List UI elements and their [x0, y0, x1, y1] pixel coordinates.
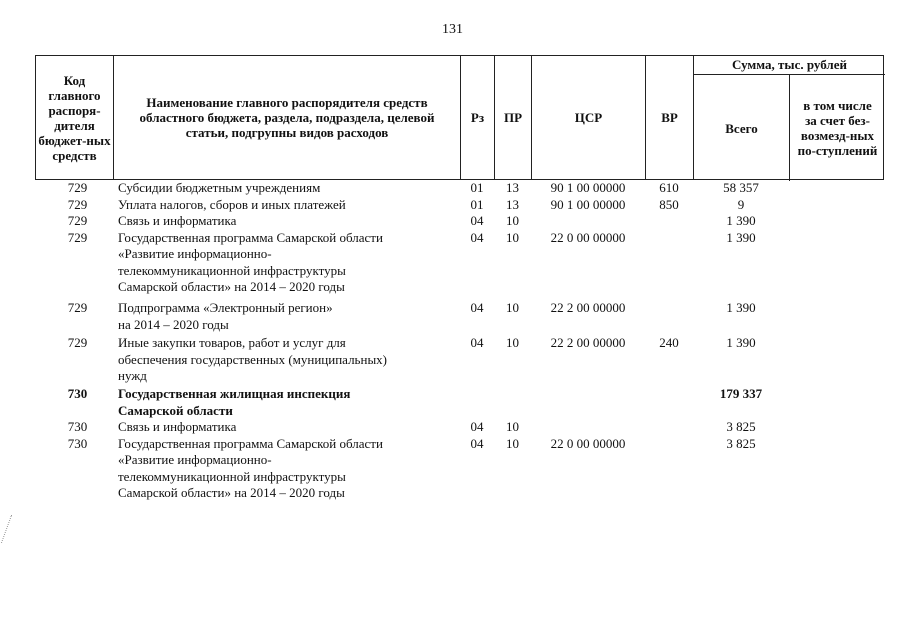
header-name: Наименование главного распорядителя средств областного бюджета, раздела, подраздела, целевой статьи, подгрупны видов расходов	[114, 56, 461, 179]
cell-rz: 01	[470, 180, 484, 195]
header-pr: ПР	[495, 56, 532, 179]
table-row	[35, 335, 884, 386]
cell-rz: 04	[470, 419, 484, 435]
cell-pr: 10	[506, 213, 519, 228]
header-csr: ЦСР	[532, 56, 646, 179]
table-row	[35, 419, 884, 436]
table-row	[35, 230, 884, 301]
cell-total: 3 825	[726, 419, 756, 435]
table-row	[35, 180, 884, 197]
cell-pr: 10	[506, 419, 519, 435]
table-row	[35, 197, 884, 214]
cell-vr: 610	[659, 180, 679, 195]
cell-total: 9	[737, 196, 745, 212]
cell-rz: 04	[470, 435, 484, 451]
table-header	[35, 55, 884, 180]
cell-code: 730	[67, 419, 88, 435]
cell-code: 730	[67, 435, 88, 451]
cell-csr: 22 2 00 00000	[550, 300, 626, 316]
cell-csr: 22 0 00 00000	[550, 435, 626, 451]
header-sum-group	[694, 56, 885, 179]
cell-pr: 10	[506, 335, 519, 351]
cell-pr: 10	[506, 229, 519, 245]
cell-name: Подпрограмма «Электронный регион» на 2014 – 2020 годы	[118, 300, 333, 332]
cell-total: 1 390	[726, 335, 756, 351]
cell-name: Государственная программа Самарской области «Развитие информационно- телекоммуникационной инфраструктуры Самарской области» на 2014 – 2020 годы	[118, 435, 383, 501]
cell-code: 729	[67, 196, 88, 212]
cell-name: Связь и информатика	[118, 419, 237, 435]
cell-rz: 04	[470, 335, 484, 351]
cell-code: 729	[67, 335, 88, 351]
table-row	[35, 386, 884, 419]
cell-total: 58 357	[723, 180, 759, 195]
cell-total: 1 390	[726, 229, 756, 245]
cell-rz: 01	[470, 196, 484, 212]
table-row	[35, 213, 884, 230]
cell-vr: 850	[659, 196, 679, 212]
cell-name: Государственная программа Самарской области «Развитие информационно- телекоммуникационной инфраструктуры Самарской области» на 2014 – 2020 годы	[118, 229, 383, 294]
cell-rz: 04	[470, 300, 484, 316]
cell-name: Субсидии бюджетным учреждениям	[118, 180, 321, 195]
cell-name: Иные закупки товаров, работ и услуг для обеспечения государственных (муниципальных) нужд	[118, 335, 388, 384]
cell-pr: 10	[506, 300, 519, 316]
header-sum-title: Сумма, тыс. рублей	[694, 56, 885, 75]
cell-pr: 10	[506, 435, 519, 451]
cell-name: Связь и информатика	[118, 213, 237, 228]
scan-mark	[1, 515, 26, 543]
cell-pr: 13	[506, 196, 519, 212]
cell-csr: 90 1 00 00000	[550, 180, 626, 195]
cell-total: 1 390	[726, 213, 756, 228]
header-rz: Рз	[461, 56, 495, 179]
cell-csr: 90 1 00 00000	[550, 196, 626, 212]
header-vr: ВР	[646, 56, 694, 179]
cell-code: 729	[67, 180, 88, 195]
cell-name: Уплата налогов, сборов и иных платежей	[118, 196, 346, 212]
cell-code: 729	[67, 300, 88, 316]
page-number: 131	[442, 22, 463, 37]
cell-code: 729	[67, 213, 88, 228]
cell-total: 179 337	[719, 386, 763, 402]
cell-total: 3 825	[726, 435, 756, 451]
cell-code: 730	[67, 386, 88, 402]
header-sum-free: в том числе за счет без-возмезд-ных по-ступлений	[797, 98, 878, 158]
table-row	[35, 436, 884, 502]
cell-name: Государственная жилищная инспекция Самарской области	[118, 386, 351, 418]
table-body	[35, 180, 884, 502]
header-code: Код главного распоря-дителя бюджет-ных средств	[36, 56, 114, 179]
table-row	[35, 300, 884, 335]
header-sum-total: Всего	[694, 75, 790, 181]
cell-vr: 240	[659, 335, 679, 351]
cell-total: 1 390	[726, 300, 756, 316]
cell-csr: 22 0 00 00000	[550, 229, 626, 245]
cell-csr: 22 2 00 00000	[550, 335, 626, 351]
cell-code: 729	[67, 229, 88, 245]
cell-rz: 04	[470, 229, 484, 245]
cell-rz: 04	[470, 213, 484, 228]
cell-pr: 13	[506, 180, 519, 195]
